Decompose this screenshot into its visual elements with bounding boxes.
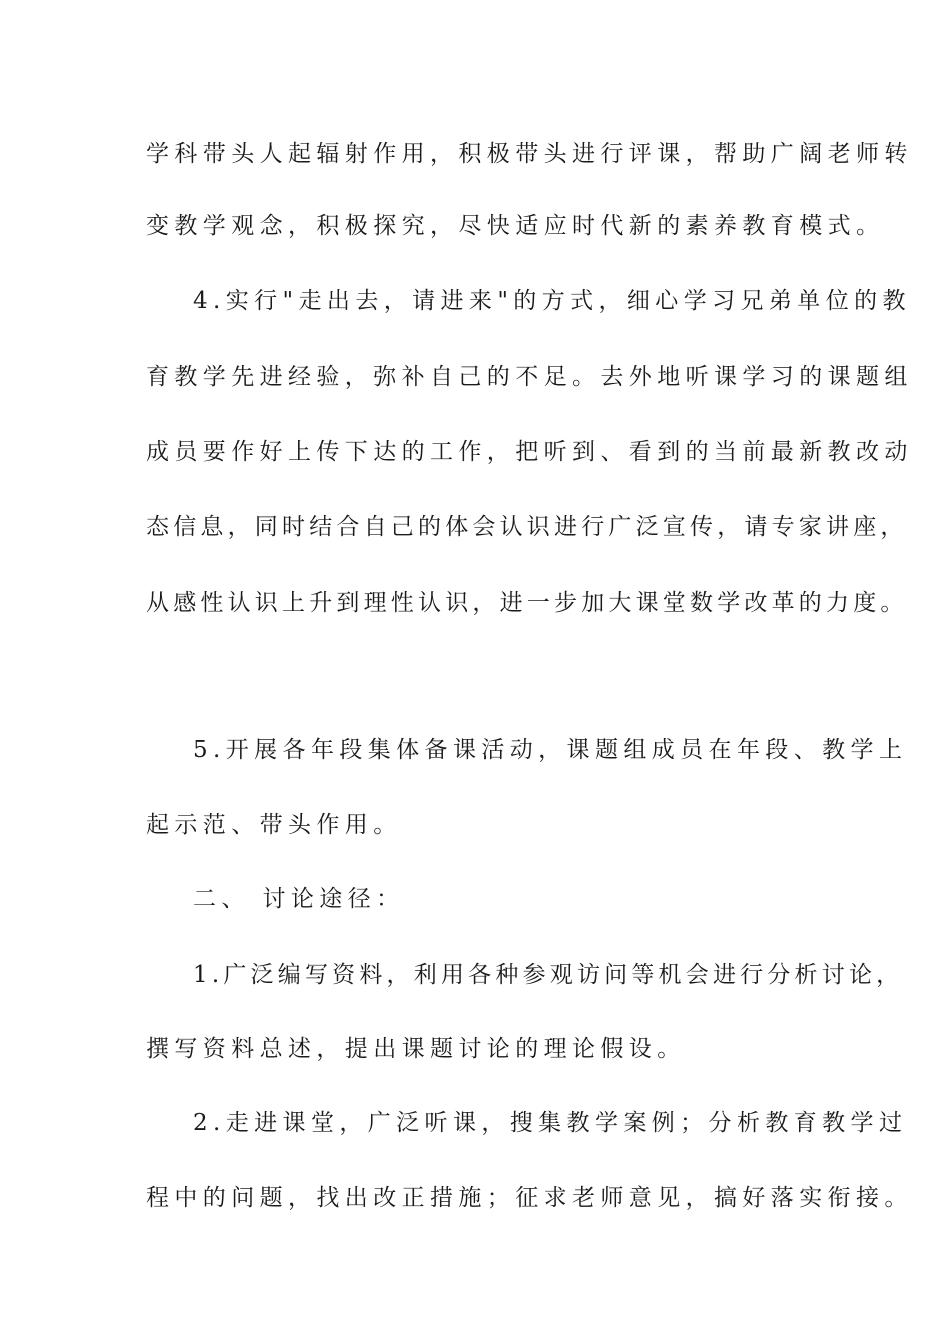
text-line: 育教学先进经验，弥补自己的不足。去外地听课学习的课题组	[146, 364, 913, 390]
paragraph-1-start: 1.广泛编写资料，利用各种参观访问等机会进行分析讨论，	[193, 962, 904, 988]
paragraph-5-start: 5.开展各年段集体备课活动，课题组成员在年段、教学上	[193, 737, 908, 763]
text-line: 从感性认识上升到理性认识，进一步加大课堂数学改革的力度。	[146, 590, 908, 616]
paragraph-2-start: 2.走进课堂，广泛听课，搜集教学案例；分析教育教学过	[193, 1110, 908, 1136]
text-line: 态信息，同时结合自己的体会认识进行广泛宣传，请专家讲座，	[146, 514, 908, 540]
text-line: 学科带头人起辐射作用，积极带头进行评课，帮助广阔老师转	[146, 141, 913, 167]
paragraph-4-start: 4.实行"走出去，请进来"的方式，细心学习兄弟单位的教	[193, 288, 911, 314]
text-line: 变教学观念，积极探究，尽快适应时代新的素养教育模式。	[146, 213, 885, 239]
text-line: 撰写资料总述，提出课题讨论的理论假设。	[146, 1036, 686, 1062]
text-line: 起示范、带头作用。	[146, 812, 402, 838]
text-line: 成员要作好上传下达的工作，把听到、看到的当前最新教改动	[146, 439, 913, 465]
section-heading: 二、 讨论途径：	[193, 886, 405, 912]
text-line: 程中的问题，找出改正措施；征求老师意见，搞好落实衔接。	[146, 1185, 913, 1211]
